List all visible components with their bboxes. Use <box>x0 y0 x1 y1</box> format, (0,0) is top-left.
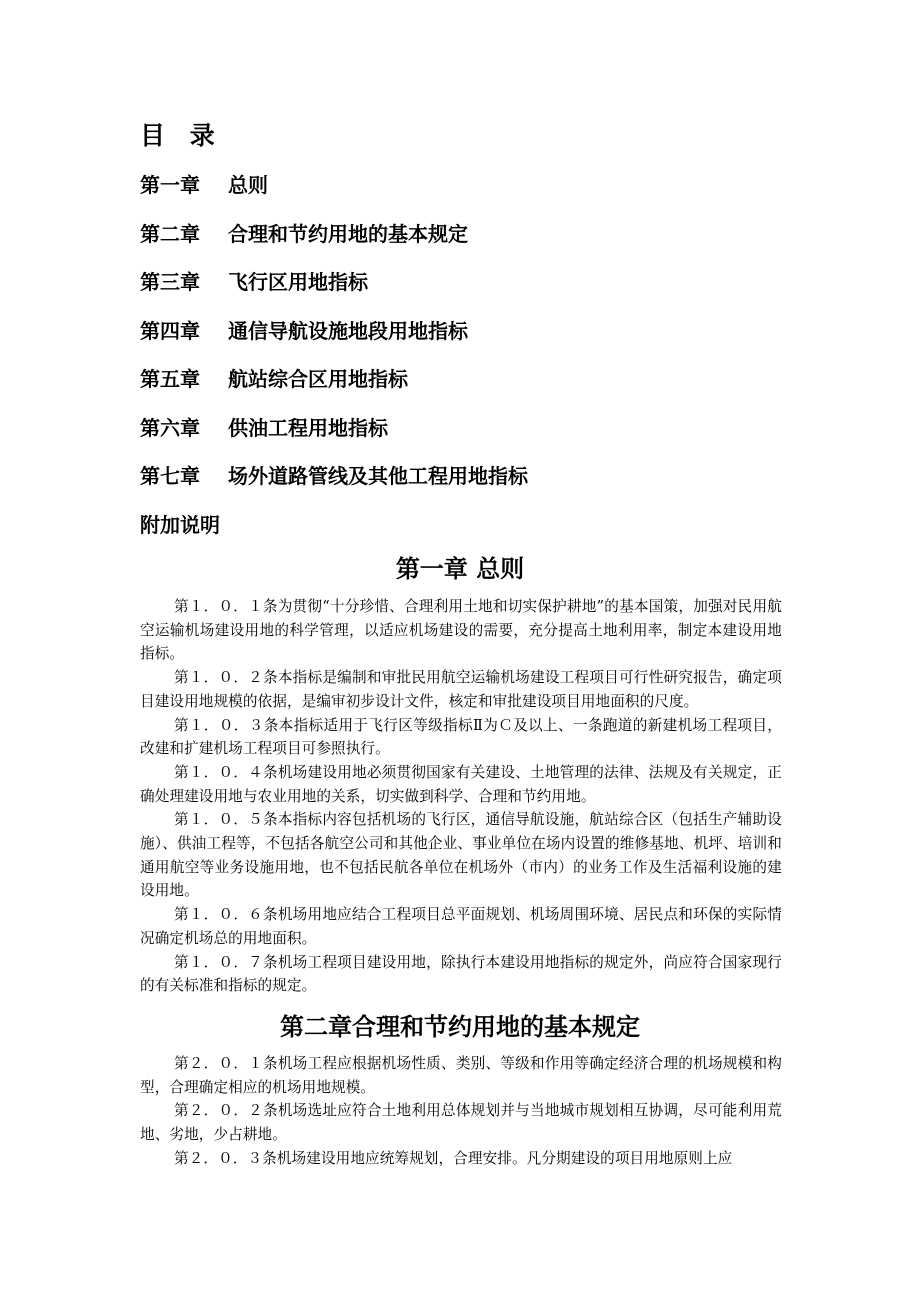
toc-item-number: 第五章 <box>140 367 200 391</box>
toc-item-title: 供油工程用地指标 <box>228 415 388 440</box>
article-paragraph: 第１．０．３条本指标适用于飞行区等级指标Ⅱ为Ｃ及以上、一条跑道的新建机场工程项目，改建和扩建机场工程项目可参照执行。 <box>140 716 782 758</box>
article-paragraph: 第１．０．５条本指标内容包括机场的飞行区，通信导航设施，航站综合区（包括生产辅助设施）、供油工程等，不包括各航空公司和其他企业、事业单位在场内设置的维修基地、机坪、培训和通用航空等业务设施用地，也不包括民航各单位在机场外（市内）的业务工作及生活福利设施的建设用地。 <box>140 811 782 900</box>
toc-item[interactable] <box>140 170 528 219</box>
toc-item[interactable] <box>140 219 528 268</box>
toc-item-number: 第一章 <box>140 173 200 197</box>
toc-item[interactable] <box>140 413 528 462</box>
toc-item[interactable] <box>140 461 528 510</box>
toc-title: 目 录 <box>140 121 223 150</box>
toc-item-number: 第三章 <box>140 270 200 294</box>
article-paragraph: 第１．０．１条为贯彻“十分珍惜、合理利用土地和切实保护耕地”的基本国策，加强对民用航空运输机场建设用地的科学管理，以适应机场建设的需要，充分提高土地利用率，制定本建设用地指标。 <box>140 598 782 663</box>
toc-item-title: 通信导航设施地段用地指标 <box>228 318 468 343</box>
chapter-2-body <box>140 1052 782 1171</box>
chapter-1-body <box>140 595 782 998</box>
article-paragraph: 第１．０．６条机场用地应结合工程项目总平面规划、机场周围环境、居民点和环保的实际情况确定机场总的用地面积。 <box>140 906 782 947</box>
toc-item-title: 飞行区用地指标 <box>228 270 368 294</box>
chapter-heading: 第二章合理和节约用地的基本规定 <box>280 1013 640 1041</box>
table-of-contents <box>140 170 528 558</box>
toc-item-title: 合理和节约用地的基本规定 <box>228 221 468 246</box>
article-paragraph: 第２．０．２条机场选址应符合土地利用总体规划并与当地城市规划相互协调，尽可能利用荒地、劣地，少占耕地。 <box>140 1102 782 1144</box>
toc-item-number: 第六章 <box>140 415 200 440</box>
toc-item-number: 第二章 <box>140 221 200 246</box>
article-paragraph: 第２．０．１条机场工程应根据机场性质、类别、等级和作用等确定经济合理的机场规模和构型，合理确定相应的机场用地规模。 <box>140 1055 782 1096</box>
article-paragraph: 第１．０．４条机场建设用地必须贯彻国家有关建设、土地管理的法律、法规及有关规定，正确处理建设用地与农业用地的关系，切实做到科学、合理和节约用地。 <box>140 763 782 805</box>
toc-item-title: 场外道路管线及其他工程用地指标 <box>228 464 528 488</box>
toc-item-title: 总则 <box>228 173 268 197</box>
toc-item[interactable] <box>140 364 528 413</box>
toc-item-number: 第四章 <box>140 318 200 343</box>
article-paragraph: 第１．０．７条机场工程项目建设用地，除执行本建设用地指标的规定外，尚应符合国家现行的有关标准和指标的规定。 <box>140 953 782 995</box>
chapter-heading: 第一章 总则 <box>395 555 525 583</box>
toc-item-number: 附加说明 <box>140 512 220 537</box>
toc-item-title: 航站综合区用地指标 <box>228 367 408 391</box>
toc-item-number: 第七章 <box>140 464 200 488</box>
toc-item[interactable] <box>140 316 528 365</box>
toc-item[interactable] <box>140 510 528 559</box>
article-paragraph: 第１．０．２条本指标是编制和审批民用航空运输机场建设工程项目可行性研究报告，确定项目建设用地规模的依据，是编审初步设计文件，核定和审批建设项目用地面积的尺度。 <box>140 669 782 710</box>
article-paragraph: 第２．０．３条机场建设用地应统筹规划，合理安排。凡分期建设的项目用地原则上应 <box>174 1149 733 1167</box>
toc-item[interactable] <box>140 267 528 316</box>
